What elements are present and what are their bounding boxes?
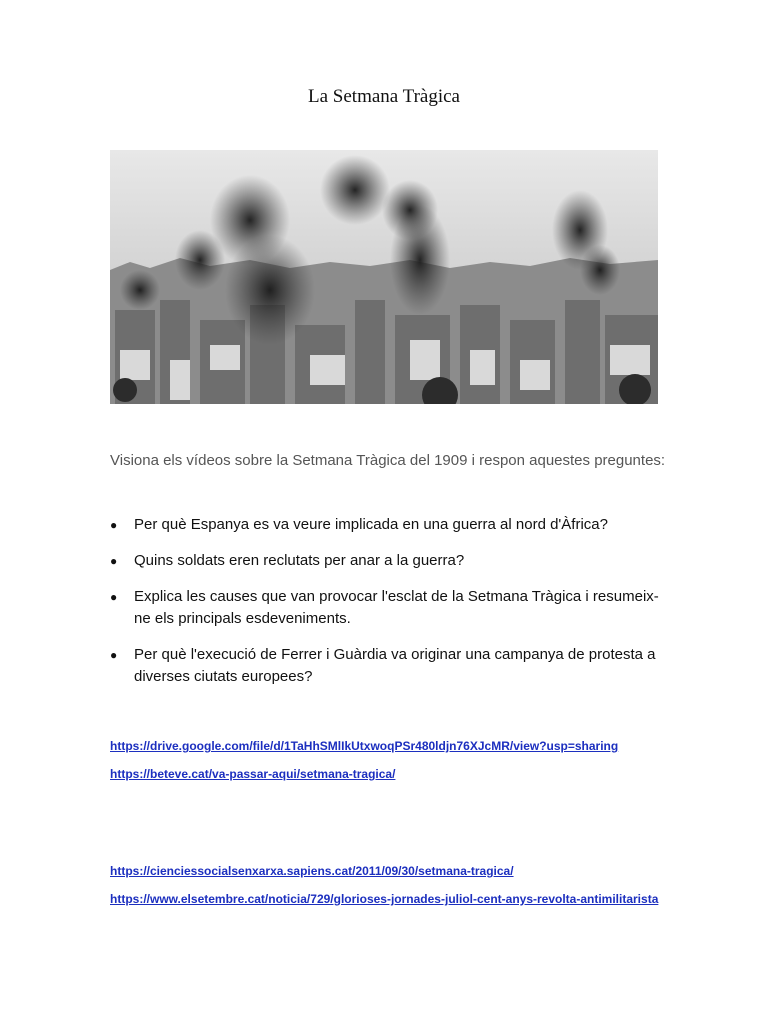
bullet-icon: ● <box>110 554 118 568</box>
page-title: La Setmana Tràgica <box>308 86 460 107</box>
bullet-icon: ● <box>110 518 118 532</box>
city-smoke-illustration <box>110 150 658 404</box>
list-item <box>110 550 670 572</box>
question-text: Per què l'execució de Ferrer i Guàrdia va originar una campanya de protesta a diverses ciutats europees? <box>134 646 656 685</box>
list-item <box>110 586 670 630</box>
question-text: Explica les causes que van provocar l'esclat de la Setmana Tràgica i resumeix-ne els principals esdeveniments. <box>134 588 659 627</box>
link-elsetembre[interactable]: https://www.elsetembre.cat/noticia/729/glorioses-jornades-juliol-cent-anys-revolta-antimilitarista <box>110 892 659 906</box>
list-item <box>110 644 670 688</box>
list-item <box>110 514 670 536</box>
questions-list <box>110 514 670 702</box>
bullet-icon: ● <box>110 648 118 662</box>
link-sapiens[interactable]: https://cienciessocialsenxarxa.sapiens.cat/2011/09/30/setmana-tragica/ <box>110 864 514 878</box>
bullet-icon: ● <box>110 590 118 604</box>
instructions-text: Visiona els vídeos sobre la Setmana Tràgica del 1909 i respon aquestes preguntes: <box>110 452 666 469</box>
link-beteve[interactable]: https://beteve.cat/va-passar-aqui/setmana-tragica/ <box>110 767 396 781</box>
question-text: Per què Espanya es va veure implicada en una guerra al nord d'Àfrica? <box>134 516 608 533</box>
link-drive-video[interactable]: https://drive.google.com/file/d/1TaHhSMlIkUtxwoqPSr480ldjn76XJcMR/view?usp=sharing <box>110 739 619 753</box>
question-text: Quins soldats eren reclutats per anar a la guerra? <box>134 552 465 569</box>
historic-photo <box>110 150 658 404</box>
